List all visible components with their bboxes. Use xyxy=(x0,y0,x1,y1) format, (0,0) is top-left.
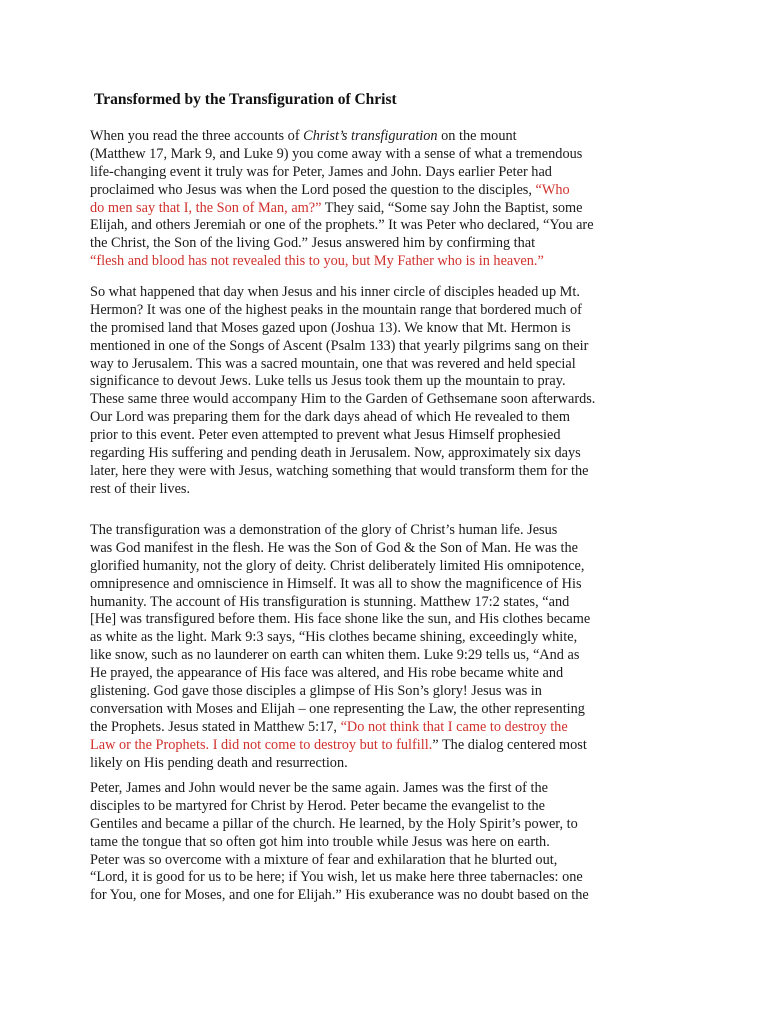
text-segment: as white as the light. Mark 9:3 says, “His clothes became shining, exceedingly white, xyxy=(90,629,578,646)
text-line xyxy=(90,409,690,427)
text-line xyxy=(90,522,690,540)
text-line xyxy=(90,146,690,164)
document-title: Transformed by the Transfiguration of Christ xyxy=(94,91,397,108)
text-line xyxy=(90,463,690,481)
text-segment: [He] was transfigured before them. His face shone like the sun, and His clothes became xyxy=(90,611,591,628)
emphasis-text: Christ’s transfiguration xyxy=(303,128,438,144)
text-segment: like snow, such as no launderer on earth can whiten them. Luke 9:29 tells us, “And as xyxy=(90,647,580,664)
text-line xyxy=(90,253,690,271)
text-line xyxy=(90,737,690,755)
text-line xyxy=(90,445,690,463)
text-segment: life-changing event it truly was for Peter, James and John. Days earlier Peter had xyxy=(90,163,552,180)
scripture-quote: do men say that I, the Son of Man, am?” xyxy=(90,199,322,216)
text-line xyxy=(90,869,690,887)
text-segment: humanity. The account of His transfiguration is stunning. Matthew 17:2 states, “and xyxy=(90,593,570,610)
text-line xyxy=(90,834,690,852)
text-segment: Elijah, and others Jeremiah or one of the prophets.” It was Peter who declared, “You are xyxy=(90,217,594,234)
text-segment: proclaimed who Jesus was when the Lord posed the question to the disciples, xyxy=(90,181,536,198)
text-line xyxy=(90,356,690,374)
text-segment: Hermon? It was one of the highest peaks in the mountain range that bordered much of xyxy=(90,301,582,318)
text-line xyxy=(90,852,690,870)
text-line xyxy=(90,540,690,558)
text-line xyxy=(90,182,690,200)
text-line xyxy=(90,719,690,737)
text-line xyxy=(90,302,690,320)
scripture-quote: “Do not think that I came to destroy the xyxy=(340,718,568,735)
text-line xyxy=(90,816,690,834)
text-segment: Peter, James and John would never be the same again. James was the first of the xyxy=(90,780,548,796)
text-line xyxy=(90,594,690,612)
text-line xyxy=(90,200,690,218)
text-line xyxy=(90,611,690,629)
text-line xyxy=(90,427,690,445)
text-line xyxy=(90,217,690,235)
text-segment: Our Lord was preparing them for the dark days ahead of which He revealed to them xyxy=(90,409,570,426)
text-line xyxy=(90,391,690,409)
text-segment: These same three would accompany Him to the Garden of Gethsemane soon afterwards. xyxy=(90,391,596,408)
text-line xyxy=(90,576,690,594)
text-line xyxy=(90,755,690,773)
text-line xyxy=(90,701,690,719)
text-segment: “Lord, it is good for us to be here; if You wish, let us make here three tabernacles: one xyxy=(90,869,583,886)
text-segment: (Matthew 17, Mark 9, and Luke 9) you come away with a sense of what a tremendous xyxy=(90,145,583,162)
text-segment: glistening. God gave those disciples a glimpse of His Son’s glory! Jesus was in xyxy=(90,683,542,700)
paragraph-2 xyxy=(90,284,690,499)
text-segment: He prayed, the appearance of His face was altered, and His robe became white and xyxy=(90,665,564,682)
text-segment: So what happened that day when Jesus and his inner circle of disciples headed up Mt. xyxy=(90,284,580,300)
text-line xyxy=(90,665,690,683)
text-line xyxy=(90,683,690,701)
text-line xyxy=(90,284,690,302)
text-line xyxy=(90,481,690,499)
text-segment: for You, one for Moses, and one for Elijah.” His exuberance was no doubt based on the xyxy=(90,887,589,904)
text-segment: tame the tongue that so often got him into trouble while Jesus was here on earth. xyxy=(90,833,550,850)
text-segment: the Prophets. Jesus stated in Matthew 5:17, xyxy=(90,718,341,735)
text-line xyxy=(90,373,690,391)
scripture-quote: “flesh and blood has not revealed this to you, but My Father who is in heaven.” xyxy=(90,253,544,270)
text-segment: mentioned in one of the Songs of Ascent (Psalm 133) that yearly pilgrims sang on their xyxy=(90,337,589,354)
paragraph-3 xyxy=(90,522,690,772)
text-segment: disciples to be martyred for Christ by Herod. Peter became the evangelist to the xyxy=(90,797,545,814)
text-segment: prior to this event. Peter even attempted to prevent what Jesus Himself prophesied xyxy=(90,427,561,444)
paragraph-4 xyxy=(90,780,690,905)
text-segment: likely on His pending death and resurrection. xyxy=(90,754,348,771)
text-segment: Gentiles and became a pillar of the church. He learned, by the Holy Spirit’s power, to xyxy=(90,815,578,832)
text-line xyxy=(90,558,690,576)
text-line xyxy=(90,338,690,356)
text-line xyxy=(90,798,690,816)
text-line xyxy=(90,235,690,253)
text-segment: later, here they were with Jesus, watching something that would transform them for the xyxy=(90,462,589,479)
text-segment: the promised land that Moses gazed upon (Joshua 13). We know that Mt. Hermon is xyxy=(90,319,571,336)
text-segment: regarding His suffering and pending death in Jerusalem. Now, approximately six days xyxy=(90,445,581,462)
paragraph-1 xyxy=(90,128,690,271)
text-segment: They said, “Some say John the Baptist, some xyxy=(321,199,583,216)
text-segment: ” The dialog centered most xyxy=(432,736,587,753)
text-segment: The transfiguration was a demonstration of the glory of Christ’s human life. Jesus xyxy=(90,522,558,538)
text-line xyxy=(90,629,690,647)
text-line xyxy=(90,887,690,905)
text-segment: conversation with Moses and Elijah – one representing the Law, the other representing xyxy=(90,700,585,717)
text-line xyxy=(90,320,690,338)
text-segment: on the mount xyxy=(437,128,517,144)
text-segment: way to Jerusalem. This was a sacred mountain, one that was revered and held special xyxy=(90,355,576,372)
text-segment: rest of their lives. xyxy=(90,480,191,497)
text-line xyxy=(90,780,690,798)
text-segment: glorified humanity, not the glory of deity. Christ deliberately limited His omnipotence, xyxy=(90,557,585,574)
text-line xyxy=(90,164,690,182)
text-segment: When you read the three accounts of xyxy=(90,128,304,144)
text-line xyxy=(90,128,690,146)
text-line xyxy=(90,647,690,665)
text-segment: omnipresence and omniscience in Himself. It was all to show the magnificence of His xyxy=(90,575,582,592)
text-segment: the Christ, the Son of the living God.” Jesus answered him by confirming that xyxy=(90,235,536,252)
text-segment: Peter was so overcome with a mixture of fear and exhilaration that he blurted out, xyxy=(90,851,558,868)
text-segment: significance to devout Jews. Luke tells us Jesus took them up the mountain to pray. xyxy=(90,373,566,390)
scripture-quote: “Who xyxy=(535,181,570,198)
scripture-quote: Law or the Prophets. I did not come to destroy but to fulfill. xyxy=(90,736,433,753)
text-segment: was God manifest in the flesh. He was the Son of God & the Son of Man. He was the xyxy=(90,539,578,556)
